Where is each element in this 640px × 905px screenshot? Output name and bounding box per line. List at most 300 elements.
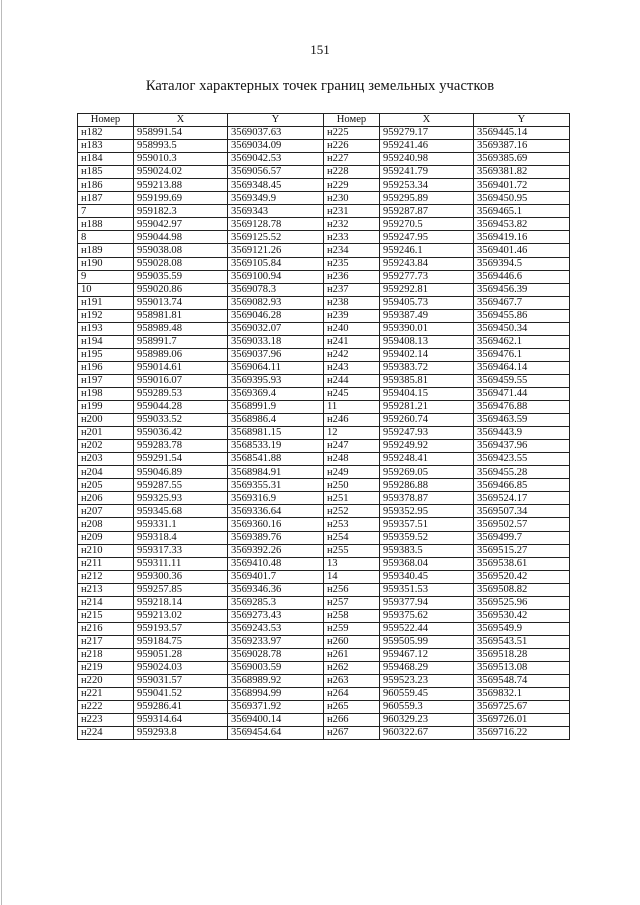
x-coord-right: 960559.3 [380, 701, 474, 714]
point-number-right: н260 [324, 635, 380, 648]
point-number-right: н245 [324, 387, 380, 400]
table-row [78, 361, 570, 374]
x-coord-left: 959218.14 [134, 596, 228, 609]
y-coord-right: 3569450.34 [474, 322, 570, 335]
table-row [78, 283, 570, 296]
y-coord-left: 3569273.43 [228, 609, 324, 622]
point-number-right: 14 [324, 570, 380, 583]
point-number-left: н214 [78, 596, 134, 609]
y-coord-left: 3569371.92 [228, 701, 324, 714]
y-coord-left: 3569037.96 [228, 348, 324, 361]
point-number-left: н217 [78, 635, 134, 648]
x-coord-right: 959241.46 [380, 140, 474, 153]
point-number-left: н208 [78, 518, 134, 531]
point-number-right: н257 [324, 596, 380, 609]
x-coord-right: 959383.72 [380, 361, 474, 374]
y-coord-left: 3569285.3 [228, 596, 324, 609]
y-coord-left: 3569349.9 [228, 192, 324, 205]
y-coord-right: 3569716.22 [474, 727, 570, 740]
x-coord-right: 959243.84 [380, 257, 474, 270]
point-number-right: н227 [324, 153, 380, 166]
y-coord-left: 3569037.63 [228, 127, 324, 140]
point-number-right: н238 [324, 296, 380, 309]
y-coord-right: 3569401.46 [474, 244, 570, 257]
table-body [78, 127, 570, 740]
y-coord-left: 3569046.28 [228, 309, 324, 322]
x-coord-right: 959375.62 [380, 609, 474, 622]
x-coord-left: 959046.89 [134, 466, 228, 479]
x-coord-right: 959377.94 [380, 596, 474, 609]
table-row [78, 492, 570, 505]
y-coord-left: 3568986.4 [228, 414, 324, 427]
y-coord-right: 3569465.1 [474, 205, 570, 218]
y-coord-right: 3569476.1 [474, 348, 570, 361]
x-coord-right: 959253.34 [380, 179, 474, 192]
point-number-right: н243 [324, 361, 380, 374]
y-coord-right: 3569437.96 [474, 440, 570, 453]
table-row [78, 622, 570, 635]
x-coord-left: 959044.98 [134, 231, 228, 244]
point-number-left: н196 [78, 361, 134, 374]
y-coord-right: 3569530.42 [474, 609, 570, 622]
y-coord-left: 3569034.09 [228, 140, 324, 153]
table-row [78, 401, 570, 414]
x-coord-right: 960559.45 [380, 688, 474, 701]
point-number-right: н225 [324, 127, 380, 140]
y-coord-right: 3569455.28 [474, 466, 570, 479]
x-coord-left: 959031.57 [134, 675, 228, 688]
x-coord-left: 959213.02 [134, 609, 228, 622]
y-coord-right: 3569453.82 [474, 218, 570, 231]
y-coord-right: 3569445.14 [474, 127, 570, 140]
x-coord-left: 959033.52 [134, 414, 228, 427]
point-number-left: н216 [78, 622, 134, 635]
point-number-left: н224 [78, 727, 134, 740]
point-number-left: 7 [78, 205, 134, 218]
point-number-right: н230 [324, 192, 380, 205]
point-number-left: н189 [78, 244, 134, 257]
table-row [78, 205, 570, 218]
table-row [78, 531, 570, 544]
y-coord-left: 3569389.76 [228, 531, 324, 544]
point-number-left: н199 [78, 401, 134, 414]
point-number-right: н228 [324, 166, 380, 179]
table-row [78, 153, 570, 166]
table-row [78, 609, 570, 622]
x-coord-right: 959522.44 [380, 622, 474, 635]
point-number-right: н235 [324, 257, 380, 270]
point-number-right: н264 [324, 688, 380, 701]
y-coord-left: 3569003.59 [228, 661, 324, 674]
point-number-left: н210 [78, 544, 134, 557]
table-row [78, 140, 570, 153]
point-number-left: н185 [78, 166, 134, 179]
y-coord-left: 3569121.26 [228, 244, 324, 257]
point-number-right: н249 [324, 466, 380, 479]
point-number-left: н218 [78, 648, 134, 661]
table-row [78, 453, 570, 466]
y-coord-left: 3569360.16 [228, 518, 324, 531]
table-row [78, 218, 570, 231]
y-coord-left: 3568994.99 [228, 688, 324, 701]
point-number-right: н256 [324, 583, 380, 596]
y-coord-right: 3569443.9 [474, 427, 570, 440]
y-coord-right: 3569471.44 [474, 387, 570, 400]
y-coord-right: 3569524.17 [474, 492, 570, 505]
y-coord-right: 3569450.95 [474, 192, 570, 205]
x-coord-right: 959286.88 [380, 479, 474, 492]
point-number-right: 13 [324, 557, 380, 570]
x-coord-right: 959240.98 [380, 153, 474, 166]
x-coord-left: 959311.11 [134, 557, 228, 570]
x-coord-right: 959295.89 [380, 192, 474, 205]
y-coord-right: 3569423.55 [474, 453, 570, 466]
point-number-left: н190 [78, 257, 134, 270]
header-y-right: Y [474, 114, 570, 127]
x-coord-left: 959024.02 [134, 166, 228, 179]
table-header-row [78, 114, 570, 127]
point-number-right: н258 [324, 609, 380, 622]
table-row [78, 348, 570, 361]
x-coord-right: 959385.81 [380, 374, 474, 387]
table-row [78, 661, 570, 674]
point-number-left: н184 [78, 153, 134, 166]
y-coord-right: 3569726.01 [474, 714, 570, 727]
point-number-right: н255 [324, 544, 380, 557]
x-coord-left: 959051.28 [134, 648, 228, 661]
y-coord-right: 3569518.28 [474, 648, 570, 661]
point-number-left: н205 [78, 479, 134, 492]
x-coord-right: 959292.81 [380, 283, 474, 296]
x-coord-left: 959213.88 [134, 179, 228, 192]
y-coord-right: 3569549.9 [474, 622, 570, 635]
x-coord-left: 958989.48 [134, 322, 228, 335]
point-number-right: н248 [324, 453, 380, 466]
point-number-right: н239 [324, 309, 380, 322]
point-number-left: н215 [78, 609, 134, 622]
y-coord-right: 3569525.96 [474, 596, 570, 609]
x-coord-left: 959345.68 [134, 505, 228, 518]
header-y-left: Y [228, 114, 324, 127]
x-coord-left: 959291.54 [134, 453, 228, 466]
point-number-left: н186 [78, 179, 134, 192]
scan-edge-line [1, 0, 2, 905]
x-coord-left: 959016.07 [134, 374, 228, 387]
x-coord-left: 958991.54 [134, 127, 228, 140]
table-row [78, 675, 570, 688]
point-number-left: 8 [78, 231, 134, 244]
y-coord-right: 3569507.34 [474, 505, 570, 518]
y-coord-left: 3569028.78 [228, 648, 324, 661]
y-coord-left: 3569343 [228, 205, 324, 218]
y-coord-right: 3569455.86 [474, 309, 570, 322]
y-coord-right: 3569508.82 [474, 583, 570, 596]
table-row [78, 387, 570, 400]
point-number-right: н265 [324, 701, 380, 714]
table-row [78, 466, 570, 479]
y-coord-right: 3569387.16 [474, 140, 570, 153]
point-number-left: н222 [78, 701, 134, 714]
y-coord-right: 3569381.82 [474, 166, 570, 179]
table-row [78, 427, 570, 440]
point-number-left: н200 [78, 414, 134, 427]
point-number-left: н207 [78, 505, 134, 518]
point-number-right: н246 [324, 414, 380, 427]
x-coord-left: 959257.85 [134, 583, 228, 596]
x-coord-right: 959405.73 [380, 296, 474, 309]
coordinates-table [77, 113, 570, 740]
table-row [78, 714, 570, 727]
y-coord-left: 3569078.3 [228, 283, 324, 296]
point-number-right: н267 [324, 727, 380, 740]
point-number-right: н242 [324, 348, 380, 361]
y-coord-right: 3569832.1 [474, 688, 570, 701]
x-coord-right: 959247.93 [380, 427, 474, 440]
point-number-right: н252 [324, 505, 380, 518]
y-coord-left: 3569369.4 [228, 387, 324, 400]
y-coord-left: 3568984.91 [228, 466, 324, 479]
y-coord-left: 3569233.97 [228, 635, 324, 648]
x-coord-left: 959193.57 [134, 622, 228, 635]
x-coord-left: 959289.53 [134, 387, 228, 400]
x-coord-left: 959300.36 [134, 570, 228, 583]
point-number-left: н182 [78, 127, 134, 140]
y-coord-left: 3569056.57 [228, 166, 324, 179]
point-number-left: н191 [78, 296, 134, 309]
y-coord-left: 3569082.93 [228, 296, 324, 309]
y-coord-left: 3569032.07 [228, 322, 324, 335]
x-coord-right: 959247.95 [380, 231, 474, 244]
x-coord-right: 959241.79 [380, 166, 474, 179]
table-row [78, 192, 570, 205]
y-coord-right: 3569446.6 [474, 270, 570, 283]
x-coord-left: 959038.08 [134, 244, 228, 257]
y-coord-right: 3569543.51 [474, 635, 570, 648]
x-coord-left: 959035.59 [134, 270, 228, 283]
table-row [78, 179, 570, 192]
point-number-left: н197 [78, 374, 134, 387]
point-number-left: н211 [78, 557, 134, 570]
y-coord-left: 3568991.9 [228, 401, 324, 414]
point-number-right: н233 [324, 231, 380, 244]
y-coord-right: 3569515.27 [474, 544, 570, 557]
x-coord-right: 959468.29 [380, 661, 474, 674]
point-number-right: н251 [324, 492, 380, 505]
table-row [78, 701, 570, 714]
point-number-left: н223 [78, 714, 134, 727]
table-row [78, 244, 570, 257]
x-coord-left: 959014.61 [134, 361, 228, 374]
table-row [78, 570, 570, 583]
x-coord-left: 959044.28 [134, 401, 228, 414]
x-coord-right: 959270.5 [380, 218, 474, 231]
header-x-left: X [134, 114, 228, 127]
page-title: Каталог характерных точек границ земельных участков [145, 78, 495, 94]
x-coord-right: 959249.92 [380, 440, 474, 453]
table-row [78, 414, 570, 427]
x-coord-left: 959028.08 [134, 257, 228, 270]
point-number-right: н263 [324, 675, 380, 688]
x-coord-right: 959269.05 [380, 466, 474, 479]
table-row [78, 231, 570, 244]
point-number-left: н209 [78, 531, 134, 544]
table-row [78, 270, 570, 283]
x-coord-left: 958989.06 [134, 348, 228, 361]
y-coord-right: 3569502.57 [474, 518, 570, 531]
x-coord-left: 959283.78 [134, 440, 228, 453]
x-coord-right: 960329.23 [380, 714, 474, 727]
table-row [78, 296, 570, 309]
point-number-right: н250 [324, 479, 380, 492]
x-coord-left: 959042.97 [134, 218, 228, 231]
x-coord-left: 959199.69 [134, 192, 228, 205]
x-coord-right: 959402.14 [380, 348, 474, 361]
table-row [78, 479, 570, 492]
x-coord-left: 959036.42 [134, 427, 228, 440]
point-number-right: н241 [324, 335, 380, 348]
table-row [78, 166, 570, 179]
point-number-left: н203 [78, 453, 134, 466]
y-coord-left: 3569064.11 [228, 361, 324, 374]
x-coord-right: 959279.17 [380, 127, 474, 140]
point-number-right: н259 [324, 622, 380, 635]
x-coord-right: 959467.12 [380, 648, 474, 661]
y-coord-right: 3569456.39 [474, 283, 570, 296]
point-number-right: н261 [324, 648, 380, 661]
point-number-left: н198 [78, 387, 134, 400]
table-row [78, 518, 570, 531]
point-number-right: н237 [324, 283, 380, 296]
y-coord-right: 3569385.69 [474, 153, 570, 166]
point-number-left: н206 [78, 492, 134, 505]
point-number-left: 9 [78, 270, 134, 283]
x-coord-right: 959390.01 [380, 322, 474, 335]
x-coord-right: 959351.53 [380, 583, 474, 596]
y-coord-right: 3569463.59 [474, 414, 570, 427]
table-row [78, 309, 570, 322]
point-number-left: н212 [78, 570, 134, 583]
point-number-left: н194 [78, 335, 134, 348]
table-row [78, 688, 570, 701]
y-coord-left: 3568533.19 [228, 440, 324, 453]
table-row [78, 727, 570, 740]
table-row [78, 635, 570, 648]
x-coord-left: 958981.81 [134, 309, 228, 322]
x-coord-right: 959248.41 [380, 453, 474, 466]
x-coord-right: 959340.45 [380, 570, 474, 583]
x-coord-left: 959287.55 [134, 479, 228, 492]
x-coord-left: 959020.86 [134, 283, 228, 296]
table-row [78, 544, 570, 557]
point-number-right: н229 [324, 179, 380, 192]
y-coord-left: 3569125.52 [228, 231, 324, 244]
x-coord-right: 959523.23 [380, 675, 474, 688]
point-number-right: н266 [324, 714, 380, 727]
x-coord-left: 959010.3 [134, 153, 228, 166]
x-coord-left: 959293.8 [134, 727, 228, 740]
point-number-left: н187 [78, 192, 134, 205]
point-number-right: н231 [324, 205, 380, 218]
y-coord-left: 3569128.78 [228, 218, 324, 231]
point-number-right: н244 [324, 374, 380, 387]
y-coord-left: 3569355.31 [228, 479, 324, 492]
header-x-right: X [380, 114, 474, 127]
x-coord-right: 959359.52 [380, 531, 474, 544]
y-coord-left: 3568541.88 [228, 453, 324, 466]
x-coord-right: 959281.21 [380, 401, 474, 414]
x-coord-left: 958991.7 [134, 335, 228, 348]
table-row [78, 505, 570, 518]
y-coord-right: 3569419.16 [474, 231, 570, 244]
x-coord-left: 959024.03 [134, 661, 228, 674]
y-coord-left: 3568981.15 [228, 427, 324, 440]
point-number-left: 10 [78, 283, 134, 296]
x-coord-right: 959368.04 [380, 557, 474, 570]
y-coord-left: 3569400.14 [228, 714, 324, 727]
x-coord-right: 959357.51 [380, 518, 474, 531]
y-coord-left: 3569395.93 [228, 374, 324, 387]
point-number-right: н253 [324, 518, 380, 531]
y-coord-left: 3569100.94 [228, 270, 324, 283]
point-number-left: н220 [78, 675, 134, 688]
y-coord-right: 3569513.08 [474, 661, 570, 674]
y-coord-right: 3569466.85 [474, 479, 570, 492]
y-coord-right: 3569459.55 [474, 374, 570, 387]
x-coord-right: 959352.95 [380, 505, 474, 518]
table-row [78, 557, 570, 570]
point-number-left: н188 [78, 218, 134, 231]
y-coord-left: 3569410.48 [228, 557, 324, 570]
y-coord-right: 3569401.72 [474, 179, 570, 192]
x-coord-right: 959246.1 [380, 244, 474, 257]
table-row [78, 257, 570, 270]
y-coord-right: 3569394.5 [474, 257, 570, 270]
point-number-left: н202 [78, 440, 134, 453]
table-row [78, 322, 570, 335]
page-number: 151 [310, 42, 330, 57]
y-coord-right: 3569548.74 [474, 675, 570, 688]
point-number-left: н193 [78, 322, 134, 335]
point-number-left: н221 [78, 688, 134, 701]
x-coord-right: 959277.73 [380, 270, 474, 283]
y-coord-right: 3569725.67 [474, 701, 570, 714]
x-coord-right: 959404.15 [380, 387, 474, 400]
header-number-right: Номер [324, 114, 380, 127]
x-coord-left: 959314.64 [134, 714, 228, 727]
y-coord-left: 3569336.64 [228, 505, 324, 518]
y-coord-right: 3569467.7 [474, 296, 570, 309]
table-row [78, 335, 570, 348]
table-row [78, 583, 570, 596]
point-number-left: н192 [78, 309, 134, 322]
y-coord-left: 3569348.45 [228, 179, 324, 192]
y-coord-left: 3569454.64 [228, 727, 324, 740]
table-row [78, 596, 570, 609]
point-number-left: н213 [78, 583, 134, 596]
point-number-right: н254 [324, 531, 380, 544]
x-coord-right: 959378.87 [380, 492, 474, 505]
y-coord-left: 3569401.7 [228, 570, 324, 583]
point-number-left: н195 [78, 348, 134, 361]
point-number-right: н247 [324, 440, 380, 453]
y-coord-right: 3569499.7 [474, 531, 570, 544]
x-coord-left: 958993.5 [134, 140, 228, 153]
y-coord-right: 3569538.61 [474, 557, 570, 570]
y-coord-left: 3569243.53 [228, 622, 324, 635]
x-coord-right: 959505.99 [380, 635, 474, 648]
x-coord-left: 959318.4 [134, 531, 228, 544]
point-number-right: н240 [324, 322, 380, 335]
